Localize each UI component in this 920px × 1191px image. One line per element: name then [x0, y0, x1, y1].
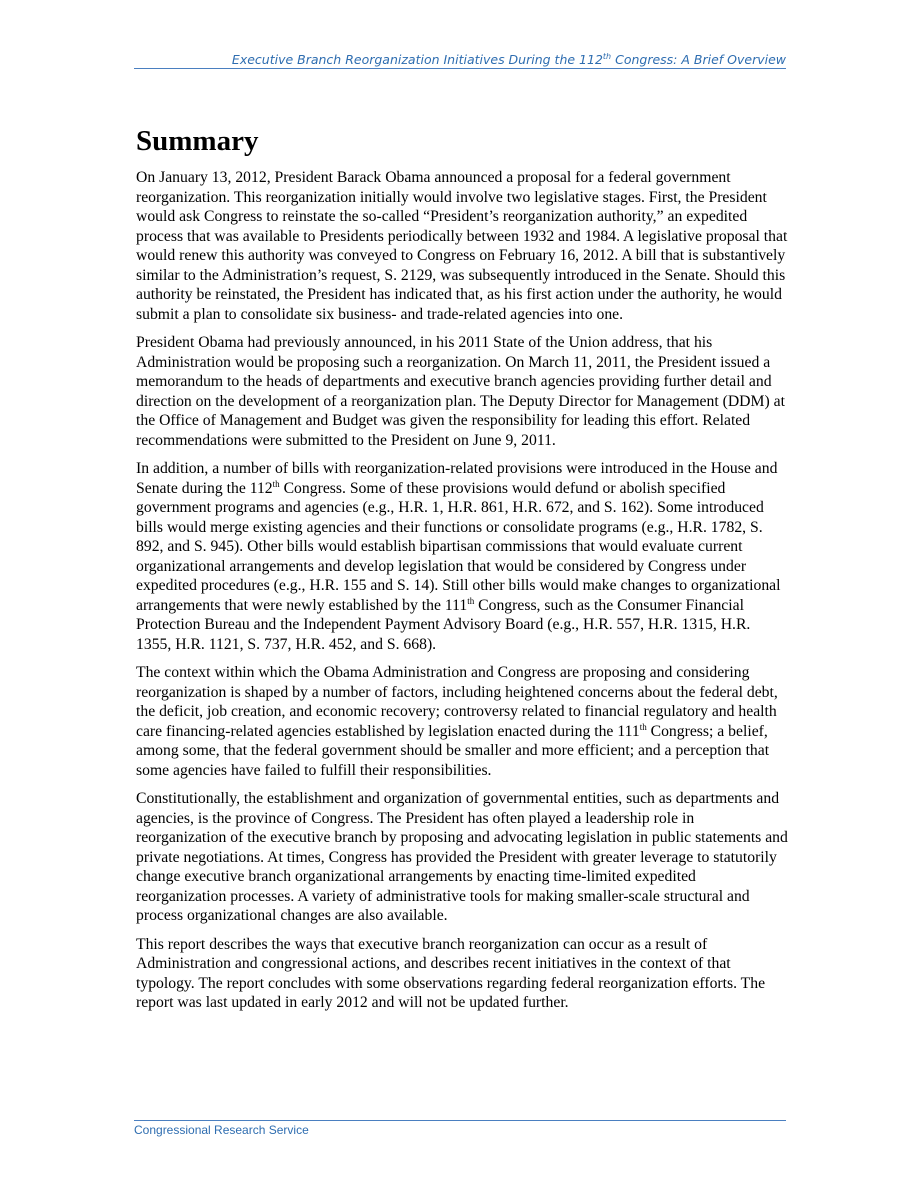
paragraph-6: This report describes the ways that executive branch reorganization can occur as a result of Administration and congressional actions, and describes recent initiatives in the context of that typology. The report concludes with some observations regarding federal reorganization efforts. The report was last updated in early 2012 and will not be updated further.	[136, 935, 766, 1011]
paragraph-3-sup-2: th	[467, 595, 475, 606]
paragraph-5: Constitutionally, the establishment and organization of governmental entities, such as departments and agencies, is the province of Congress. The President has often played a leadership role in reorganization of the executive branch by proposing and advocating legislation in public statements and private negotiations. At times, Congress has provided the President with greater leverage to statutorily change executive branch organizational arrangements by enacting time-limited expedited reorganization processes. A variety of administrative tools for making smaller-scale structural and process organizational changes are also available.	[136, 790, 788, 924]
header-title-post: Congress: A Brief Overview	[611, 52, 786, 68]
header-title-pre: Executive Branch Reorganization Initiatives During the 112	[231, 52, 603, 68]
paragraph-2: President Obama had previously announced, in his 2011 State of the Union address, that his Administration would be proposing such a reorganization. On March 11, 2011, the President issued a memorandum to the heads of departments and executive branch agencies providing further detail and direction on the development of a reorganization plan. The Deputy Director for Management (DDM) at the Office of Management and Budget was given the responsibility for leading this effort. Related recommendations were submitted to the President on June 9, 2011.	[136, 334, 785, 449]
paragraph-3	[136, 459, 788, 654]
paragraph-3-part-b: Congress. Some of these provisions would defund or abolish specified government programs and agencies (e.g., H.R. 1, H.R. 861, H.R. 672, and S. 162). Some introduced bills would merge existing agencies and their functions or consolidate programs (e.g., H.R. 1782, S. 892, and S. 945). Other bills would establish bipartisan commissions that would evaluate current organizational arrangements and develop legislation that would be considered by Congress under expedited procedures (e.g., H.R. 155 and S. 14). Still other bills would make changes to organizational arrangements that were newly established by the 111	[136, 479, 781, 614]
paragraph-3-part-a: In addition, a number of bills with reorganization-related provisions were introduced in the House and Senate during the 112	[136, 460, 778, 497]
paragraph-4	[136, 663, 788, 780]
paragraph-4-part-b: Congress; a belief, among some, that the federal government should be smaller and more efficient; and a perception that some agencies have failed to fulfill their responsibilities.	[136, 722, 770, 779]
section-heading: Summary	[136, 125, 259, 157]
paragraph-4-sup: th	[639, 721, 647, 732]
header-title-sup: th	[602, 52, 612, 61]
paragraph-3-sup-1: th	[272, 478, 280, 489]
paragraph-3-part-c: Congress, such as the Consumer Financial Protection Bureau and the Independent Payment Advisory Board (e.g., H.R. 557, H.R. 1315, H.R. 1355, H.R. 1121, S. 737, H.R. 452, and S. 668).	[136, 596, 751, 653]
running-footer: Congressional Research Service	[134, 1120, 786, 1137]
paragraph-4-part-a: The context within which the Obama Administration and Congress are proposing and considering reorganization is shaped by a number of factors, including heightened concerns about the federal debt, the deficit, job creation, and economic recovery; controversy related to financial regulatory and health care financing-related agencies established by legislation enacted during the 111	[136, 664, 778, 740]
running-header	[134, 52, 786, 69]
paragraph-1: On January 13, 2012, President Barack Obama announced a proposal for a federal government reorganization. This reorganization initially would involve two legislative stages. First, the President would ask Congress to reinstate the so-called “President’s reorganization authority,” an expedited process that was available to Presidents periodically between 1932 and 1984. A legislative proposal that would renew this authority was conveyed to Congress on February 16, 2012. A bill that is substantively similar to the Administration’s request, S. 2129, was subsequently introduced in the Senate. Should this authority be reinstated, the President has indicated that, as his first action under the authority, he would submit a plan to consolidate six business- and trade-related agencies into one.	[136, 169, 788, 323]
page-body	[136, 124, 788, 1022]
